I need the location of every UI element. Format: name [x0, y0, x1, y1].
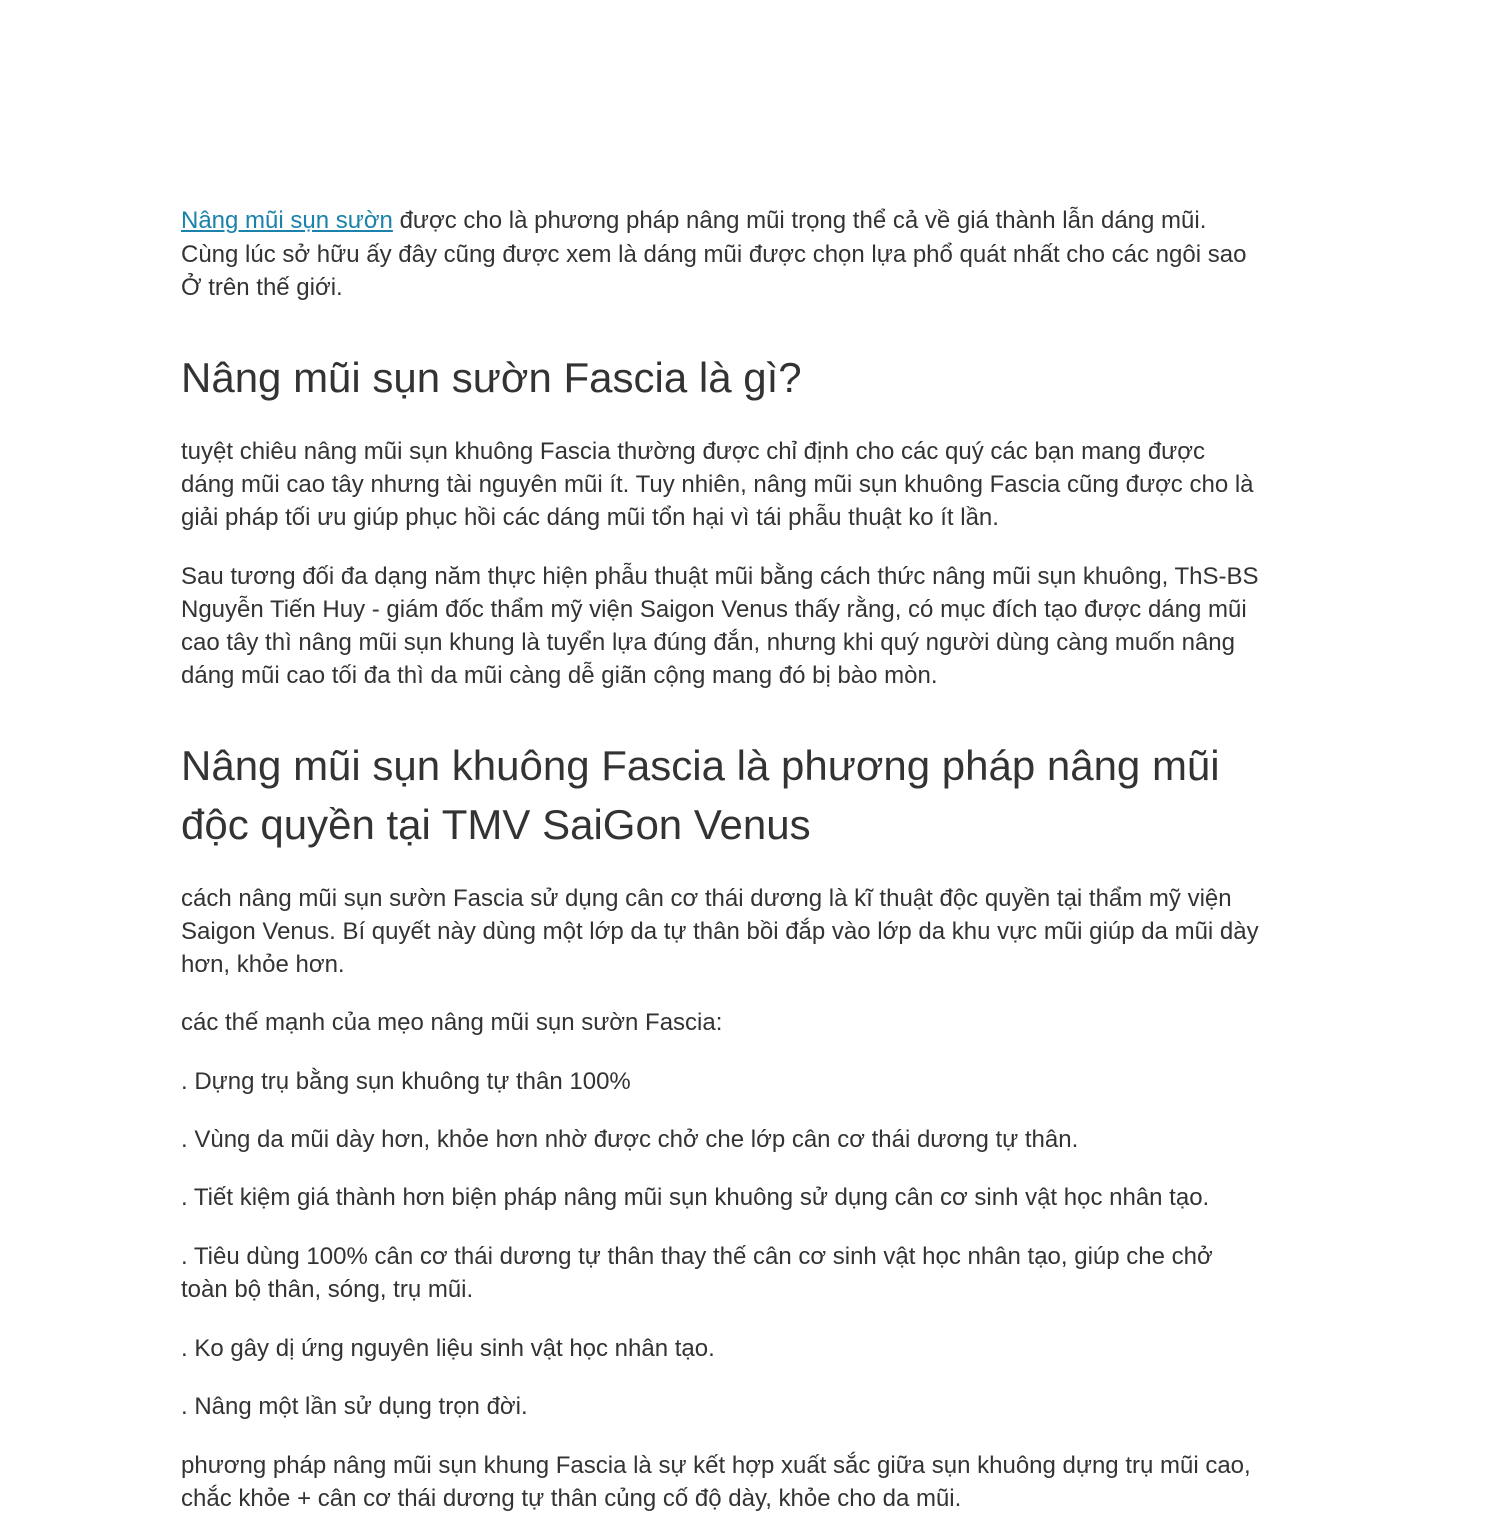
para4-line: hơn, khỏe hơn. — [181, 951, 345, 978]
para6-line: chắc khỏe + cân cơ thái dương tự thân củng cố độ dày, khỏe cho da mũi. — [181, 1485, 962, 1512]
intro-line-2: Cùng lúc sở hữu ấy đây cũng được xem là dáng mũi được chọn lựa phổ quát nhất cho các ngôi sao — [181, 241, 1247, 268]
para2-line: tuyệt chiêu nâng mũi sụn khuông Fascia thường được chỉ định cho các quý các bạn mang được — [181, 438, 1205, 465]
benefit-item: . Ko gây dị ứng nguyên liệu sinh vật học nhân tạo. — [181, 1335, 715, 1362]
para2-line: dáng mũi cao tây nhưng tài nguyên mũi ít. Tuy nhiên, nâng mũi sụn khuông Fascia cũng được cho là — [181, 471, 1254, 498]
heading-what-is-fascia: Nâng mũi sụn sườn Fascia là gì? — [181, 354, 802, 401]
intro-text: được cho là phương pháp nâng mũi trọng thể cả về giá thành lẫn dáng mũi. — [392, 207, 1207, 234]
benefit-item: . Dựng trụ bằng sụn khuông tự thân 100% — [181, 1068, 631, 1095]
para4-line: Saigon Venus. Bí quyết này dùng một lớp da tự thân bồi đắp vào lớp da khu vực mũi giúp da mũi dày — [181, 918, 1259, 945]
heading-exclusive-method-line-2: độc quyền tại TMV SaiGon Venus — [181, 801, 811, 848]
para2-line: giải pháp tối ưu giúp phục hồi các dáng mũi tổn hại vì tái phẫu thuật ko ít lần. — [181, 504, 999, 531]
benefit-item: . Tiết kiệm giá thành hơn biện pháp nâng mũi sụn khuông sử dụng cân cơ sinh vật học nhân tạo. — [181, 1184, 1210, 1211]
intro-line-3: Ở trên thế giới. — [181, 274, 343, 301]
para4-line: cách nâng mũi sụn sườn Fascia sử dụng cân cơ thái dương là kĩ thuật độc quyền tại thẩm mỹ viện — [181, 885, 1232, 912]
benefit-item: . Nâng một lần sử dụng trọn đời. — [181, 1393, 528, 1420]
heading-exclusive-method: Nâng mũi sụn khuông Fascia là phương pháp nâng mũi — [181, 742, 1220, 789]
intro-line-1 — [181, 204, 1206, 237]
benefit-item-continued: toàn bộ thân, sóng, trụ mũi. — [181, 1276, 474, 1303]
para6-line: phương pháp nâng mũi sụn khung Fascia là sự kết hợp xuất sắc giữa sụn khuông dựng trụ mũi cao, — [181, 1452, 1251, 1479]
para3-line: Nguyễn Tiến Huy - giám đốc thẩm mỹ viện Saigon Venus thấy rằng, có mục đích tạo được dáng mũi — [181, 596, 1247, 623]
para3-line: dáng mũi cao tối đa thì da mũi càng dễ giãn cộng mang đó bị bào mòn. — [181, 662, 938, 689]
nang-mui-sun-suon-link[interactable]: Nâng mũi sụn sườn — [181, 207, 393, 234]
benefit-item: . Vùng da mũi dày hơn, khỏe hơn nhờ được chở che lớp cân cơ thái dương tự thân. — [181, 1126, 1079, 1153]
para3-line: Sau tương đối đa dạng năm thực hiện phẫu thuật mũi bằng cách thức nâng mũi sụn khuông, ThS-BS — [181, 563, 1259, 590]
benefit-item: . Tiêu dùng 100% cân cơ thái dương tự thân thay thế cân cơ sinh vật học nhân tạo, giúp che chở — [181, 1243, 1213, 1270]
para3-line: cao tây thì nâng mũi sụn khung là tuyển lựa đúng đắn, nhưng khi quý người dùng càng muốn nâng — [181, 629, 1235, 656]
benefits-intro: các thế mạnh của mẹo nâng mũi sụn sườn Fascia: — [181, 1009, 723, 1036]
